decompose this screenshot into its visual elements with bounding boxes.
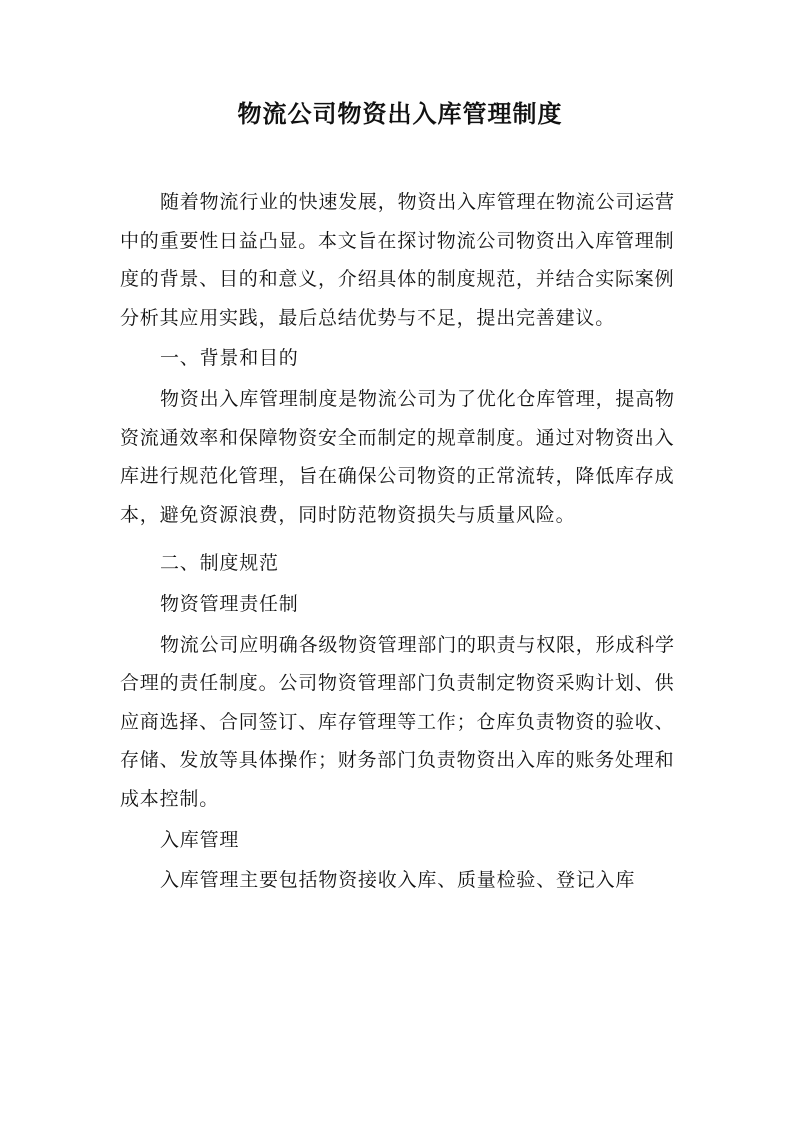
page-title: 物流公司物资出入库管理制度 xyxy=(237,99,563,128)
document-body xyxy=(120,183,690,902)
subheading-responsibility: 物资管理责任制 xyxy=(160,592,299,615)
subheading-inbound: 入库管理 xyxy=(160,828,240,851)
responsibility-paragraph: 物流公司应明确各级物资管理部门的职责与权限，形成科学合理的责任制度。公司物资管理部门负责制定物资采购计划、供应商选择、合同签订、库存管理等工作；仓库负责物资的验收、存储、发放等具体操作；财务部门负责物资出入库的账务处理和成本控制。 xyxy=(120,633,675,810)
intro-paragraph: 随着物流行业的快速发展，物资出入库管理在物流公司运营中的重要性日益凸显。本文旨在探讨物流公司物资出入库管理制度的背景、目的和意义，介绍具体的制度规范，并结合实际案例分析其应用实践，最后总结优势与不足，提出完善建议。 xyxy=(120,191,675,329)
inbound-paragraph: 入库管理主要包括物资接收入库、质量检验、登记入库 xyxy=(160,869,636,892)
background-paragraph: 物资出入库管理制度是物流公司为了优化仓库管理，提高物资流通效率和保障物资安全而制定的规章制度。通过对物资出入库进行规范化管理，旨在确保公司物资的正常流转，降低库存成本，避免资源浪费，同时防范物资损失与质量风险。 xyxy=(120,387,675,526)
section-heading-background: 一、背景和目的 xyxy=(160,347,299,370)
section-heading-rules: 二、制度规范 xyxy=(160,552,279,575)
section-gap xyxy=(120,536,690,544)
